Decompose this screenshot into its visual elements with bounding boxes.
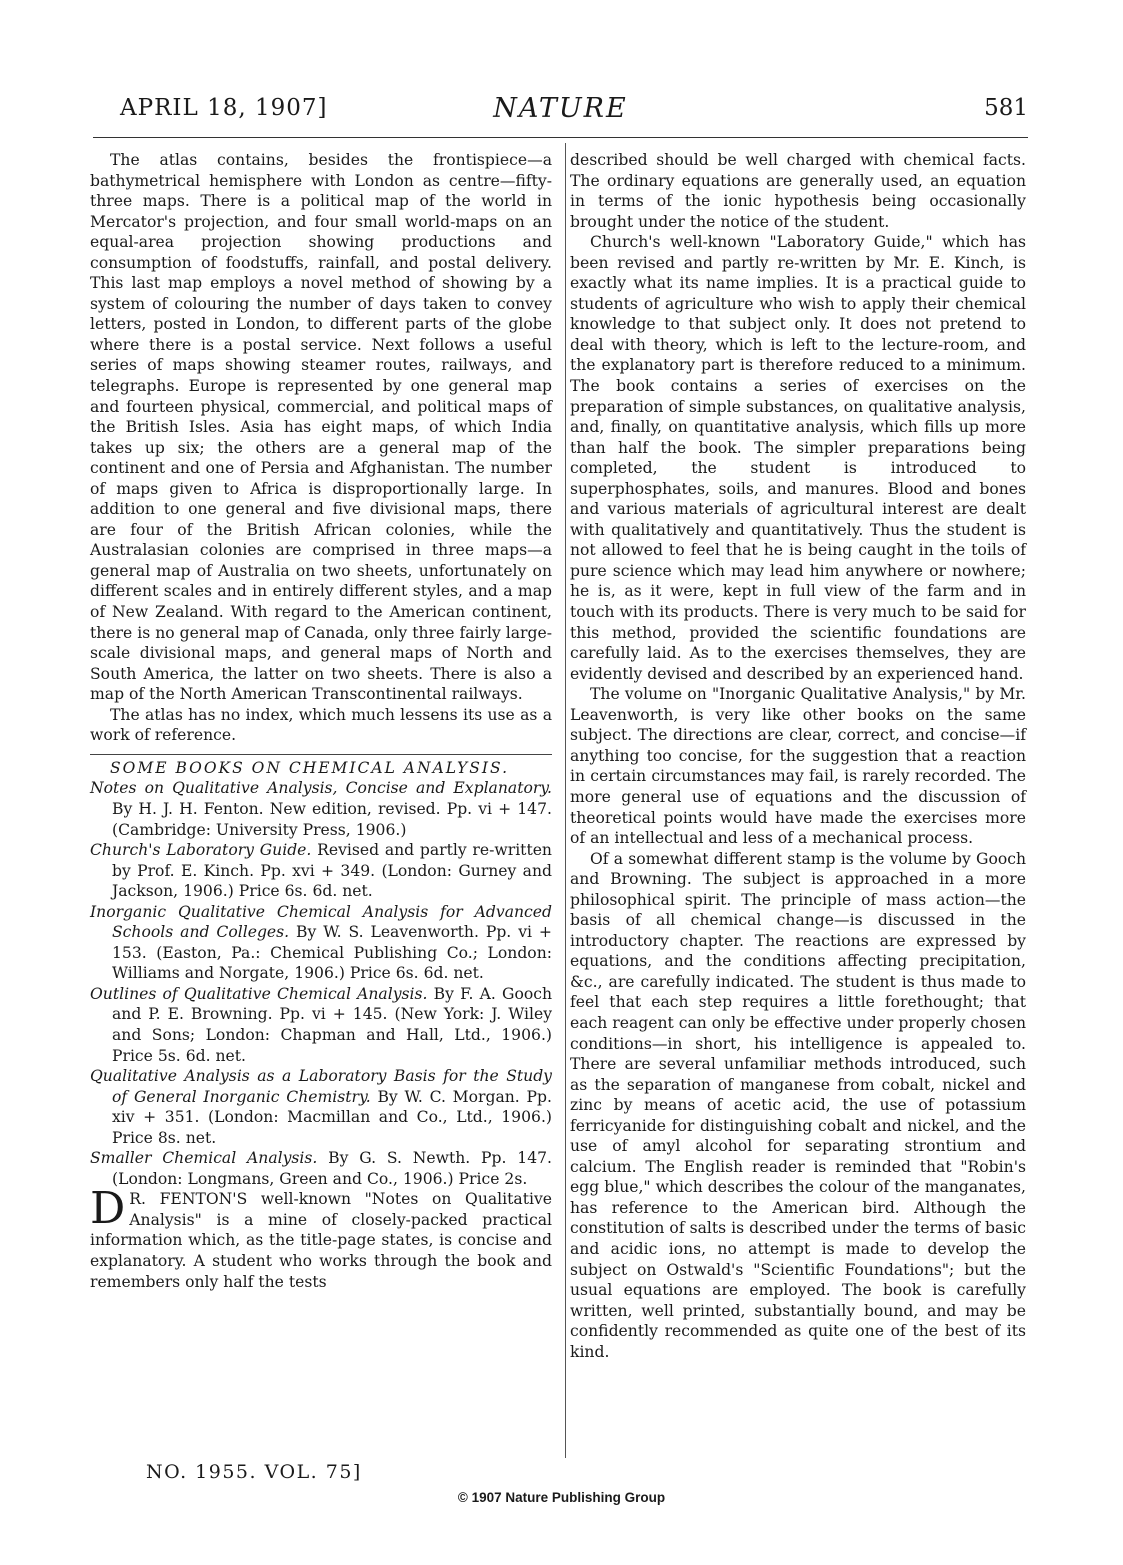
book-title: Church's Laboratory Guide.: [90, 841, 312, 860]
book-details: By H. J. H. Fenton. New edition, revised. Pp. vi + 147. (Cambridge: University Press, 1906.): [112, 799, 552, 839]
atlas-index-paragraph: The atlas has no index, which much lessens its use as a work of reference.: [90, 705, 552, 745]
book-entry: [90, 902, 552, 984]
book-title: Notes on Qualitative Analysis, Concise and Explanatory.: [90, 779, 552, 798]
book-entry: [90, 1148, 552, 1189]
right-column: [570, 150, 1026, 1362]
book-list: [90, 778, 552, 1189]
book-details: By W. C. Morgan. Pp. xiv + 351. (London: Macmillan and Co., Ltd., 1906.) Price 8s. net.: [112, 1087, 552, 1147]
page-number: 581: [984, 95, 1028, 121]
section-divider: [90, 754, 552, 755]
leavenworth-paragraph: The volume on "Inorganic Qualitative Analysis," by Mr. Leavenworth, is very like other books on the same subject. The directions are clear, correct, and concise—if anything too concise, for the suggestion that a reaction in certain circumstances may fail, is rarely recorded. The more general use of equations and the discussion of theoretical points would have made the exercises more of an intellectual and less of a mechanical process.: [570, 685, 1026, 848]
copyright-notice: © 1907 Nature Publishing Group: [457, 1490, 666, 1505]
book-details: By W. S. Leavenworth. Pp. vi + 153. (Easton, Pa.: Chemical Publishing Co.; London: Williams and Norgate, 1906.) Price 6s. 6d. net.: [112, 923, 552, 983]
issue-date: APRIL 18, 1907]: [120, 95, 328, 121]
drop-cap: D: [90, 1183, 126, 1235]
page-header: [93, 95, 1028, 135]
review-opening-text: R. FENTON'S well-known "Notes on Qualitative Analysis" is a mine of closely-packed practical information which, as the title-page states, is concise and explanatory. A student who works through the book and remembers only half the tests: [90, 1190, 552, 1291]
book-details: By G. S. Newth. Pp. 147. (London: Longmans, Green and Co., 1906.) Price 2s.: [112, 1149, 552, 1188]
book-entry: [90, 778, 552, 840]
book-entry: [90, 840, 552, 902]
church-paragraph: Church's well-known "Laboratory Guide," which has been revised and partly re-written by Mr. E. Kinch, is exactly what its name implies. It is a practical guide to students of agriculture who wish to apply their chemical knowledge to that subject only. It does not pretend to deal with theory, which is left to the lecture-room, and the explanatory part is therefore reduced to a minimum. The book contains a series of exercises on the preparation of simple substances, on qualitative analysis, and, finally, on quantitative analysis, which fills up more than half the book. The simpler preparations being completed, the student is introduced to superphosphates, soils, and manures. Blood and bones and various materials of agricultural interest are dealt with qualitatively and quantitatively. Thus the student is not allowed to feel that he is being caught in the toils of pure science which may lead him anywhere or nowhere; he is, as it were, kept in full view of the farm and in touch with its products. There is very much to be said for this method, provided the scientific foundations are carefully laid. As to the exercises themselves, they are evidently devised and described by an experienced hand.: [570, 233, 1026, 683]
book-title: Qualitative Analysis as a Laboratory Basis for the Study of General Inorganic Chemistry.: [90, 1067, 552, 1106]
book-entry: [90, 1066, 552, 1148]
section-title: SOME BOOKS ON CHEMICAL ANALYSIS.: [110, 758, 510, 777]
column-divider: [565, 143, 566, 1458]
book-title: Smaller Chemical Analysis.: [90, 1149, 318, 1168]
fenton-continuation-paragraph: described should be well charged with chemical facts. The ordinary equations are generally used, an equation in terms of the ionic hypothesis being occasionally brought under the notice of the student.: [570, 151, 1026, 231]
header-rule: [93, 137, 1028, 138]
gooch-browning-paragraph: Of a somewhat different stamp is the volume by Gooch and Browning. The subject is approached in a more philosophical spirit. The principle of mass action—the basis of all chemical change—is discussed in the introductory chapter. The reactions are expressed by equations, and the conditions affecting precipitation, &c., are carefully indicated. The student is thus made to feel that each step requires a little forethought; that each reagent can only be effective under properly chosen conditions—in short, his intelligence is appealed to. There are several unfamiliar methods introduced, such as the separation of manganese from cobalt, nickel and zinc by means of acetic acid, the use of potassium ferricyanide for distinguishing cobalt and nickel, and the use of amyl alcohol for separating strontium and calcium. The English reader is reminded that "Robin's egg blue," which describes the colour of the manganates, has reference to the American bird. Although the constitution of salts is described under the terms of basic and acidic ions, no attempt is made to develop the subject on Ostwald's "Scientific Foundations"; but the usual equations are employed. The book is carefully written, well printed, substantially bound, and may be confidently recommended as quite one of the best of its kind.: [570, 849, 1027, 1361]
left-column: [90, 150, 552, 1292]
book-title: Inorganic Qualitative Chemical Analysis for Advanced Schools and Colleges.: [90, 902, 552, 942]
book-title: Outlines of Qualitative Chemical Analysis.: [90, 984, 428, 1003]
book-details: By F. A. Gooch and P. E. Browning. Pp. vi + 145. (New York: J. Wiley and Sons; London: Chapman and Hall, Ltd., 1906.) Price 5s. 6d. net.: [112, 984, 553, 1065]
atlas-paragraph: The atlas contains, besides the frontispiece—a bathymetrical hemisphere with London as centre—fifty-three maps. There is a political map of the world in Mercator's projection, and four small world-maps on an equal-area projection showing productions and consumption of foodstuffs, rainfall, and postal delivery. This last map employs a novel method of showing by a system of colouring the number of days taken to convey letters, posted in London, to different parts of the globe where there is a postal service. Next follows a useful series of maps showing steamer routes, railways, and telegraphs. Europe is represented by one general map and fourteen physical, commercial, and political maps of the British Isles. Asia has eight maps, of which India takes up six; the others are a general map of the continent and one of Persia and Afghanistan. The number of maps given to Africa is disproportionally large. In addition to one general and five divisional maps, there are four of the British African colonies, while the Australasian colonies are comprised in three maps—a general map of Australia on two sheets, unfortunately on different scales and in entirely different styles, and a map of New Zealand. With regard to the American continent, there is no general map of Canada, only three fairly large-scale divisional maps, and general maps of North and South America, the latter on two sheets. There is also a map of the North American Transcontinental railways.: [90, 151, 552, 704]
book-entry: [90, 984, 552, 1066]
review-opening-paragraph: [90, 1183, 552, 1292]
journal-title: NATURE: [493, 93, 628, 124]
book-details: Revised and partly re-written by Prof. E. Kinch. Pp. xvi + 349. (London: Gurney and Jackson, 1906.) Price 6s. 6d. net.: [112, 841, 552, 901]
issue-volume: NO. 1955. VOL. 75]: [146, 1461, 362, 1483]
